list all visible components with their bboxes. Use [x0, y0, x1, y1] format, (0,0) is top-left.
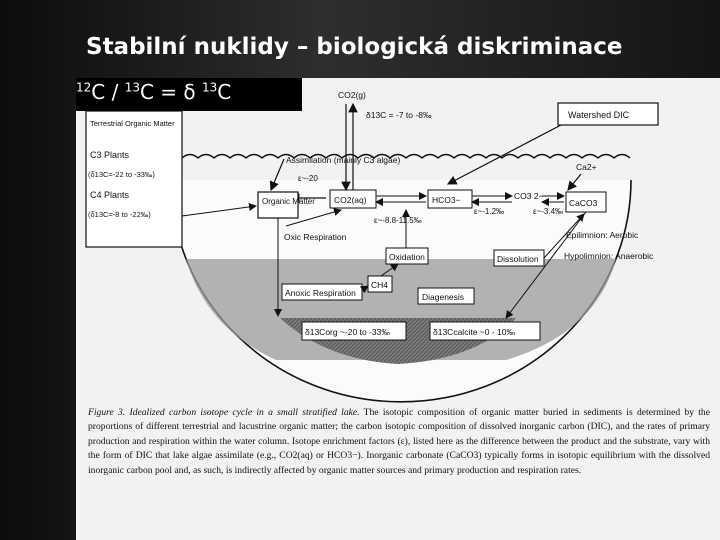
co2aq-label: CO2(aq) [334, 195, 367, 205]
watershed-dic-label: Watershed DIC [568, 110, 630, 120]
co3-label: CO3 2− [514, 191, 544, 201]
epilimnion-label: Epilimnion: Aerobic [566, 230, 639, 240]
formula-el1: C / [91, 80, 125, 104]
dissolution-label: Dissolution [497, 254, 539, 264]
atmospheric-delta-label: δ13C = -7 to -8‰ [366, 110, 432, 120]
caption-lead: Figure 3. Idealized carbon isotope cycle in a small stratified lake. [88, 407, 360, 418]
eps-hco3-co3-label: ε~-1.2‰ [474, 207, 505, 216]
co2-gas-label: CO2(g) [338, 90, 366, 100]
terrestrial-box [86, 111, 182, 247]
diagenesis-label: Diagenesis [422, 292, 465, 302]
hco3-label: HCO3− [432, 195, 461, 205]
organic-matter-label: Organic Matter [262, 197, 315, 206]
sediment-calcite-label: δ13Ccalcite ~0 - 10‰ [433, 327, 515, 337]
formula-iso1: 12 [76, 80, 92, 95]
c4-range-label: (δ13C=-8 to -22‰) [88, 210, 151, 219]
assimilation-label: Assimilation (mainly C3 algae) [286, 155, 401, 165]
anoxic-respiration-label: Anoxic Respiration [285, 288, 356, 298]
sediment-org-label: δ13Corg ~-20 to -33‰ [305, 327, 390, 337]
hypolimnion-label: Hypolimnion: Anaerobic [564, 251, 654, 261]
c3-plants-label: C3 Plants [90, 150, 130, 160]
figure-caption [88, 406, 710, 478]
caption-body: The isotopic composition of organic matter buried in sediments is determined by the proportions of different terrestrial and lacustrine organic matter; the carbon isotopic composition of dissolved inorganic carbon (DIC), and the rates of primary production and respiration within the water column. Isotope enrichment factors (ε), listed here as the difference between the product and the substrate, vary with the form of DIC that lake algae assimilate (e.g., CO2(aq) or HCO3−). Inorganic carbonate (CaCO3) typically forms in isotopic equilibrium with the dissolved inorganic carbon pool and, as such, is indirectly affected by organic matter sources and primary production and respiration rates. [88, 407, 710, 476]
eps-co2-hco3-label: ε~-8.8-11.5‰ [374, 216, 422, 225]
eps-organic-label: ε~-20 [298, 174, 318, 183]
slide-title: Stabilní nuklidy – biologická diskriminace [86, 34, 623, 60]
caco3-label: CaCO3 [569, 198, 598, 208]
eps-co3-caco3-label: ε~-3.4‰ [533, 207, 564, 216]
isotope-formula [76, 80, 231, 104]
oxic-respiration-label: Oxic Respiration [284, 232, 347, 242]
ca-ion-label: Ca2+ [576, 162, 597, 172]
formula-el3: C [217, 80, 232, 104]
formula-el2: C = δ [139, 80, 203, 104]
ch4-label: CH4 [371, 280, 389, 290]
terrestrial-title: Terrestrial Organic Matter [90, 119, 175, 128]
formula-iso2: 13 [124, 80, 140, 95]
formula-iso3: 13 [202, 80, 218, 95]
c4-plants-label: C4 Plants [90, 190, 130, 200]
oxidation-label: Oxidation [389, 252, 425, 262]
c3-range-label: (δ13C=-22 to -33‰) [88, 170, 155, 179]
